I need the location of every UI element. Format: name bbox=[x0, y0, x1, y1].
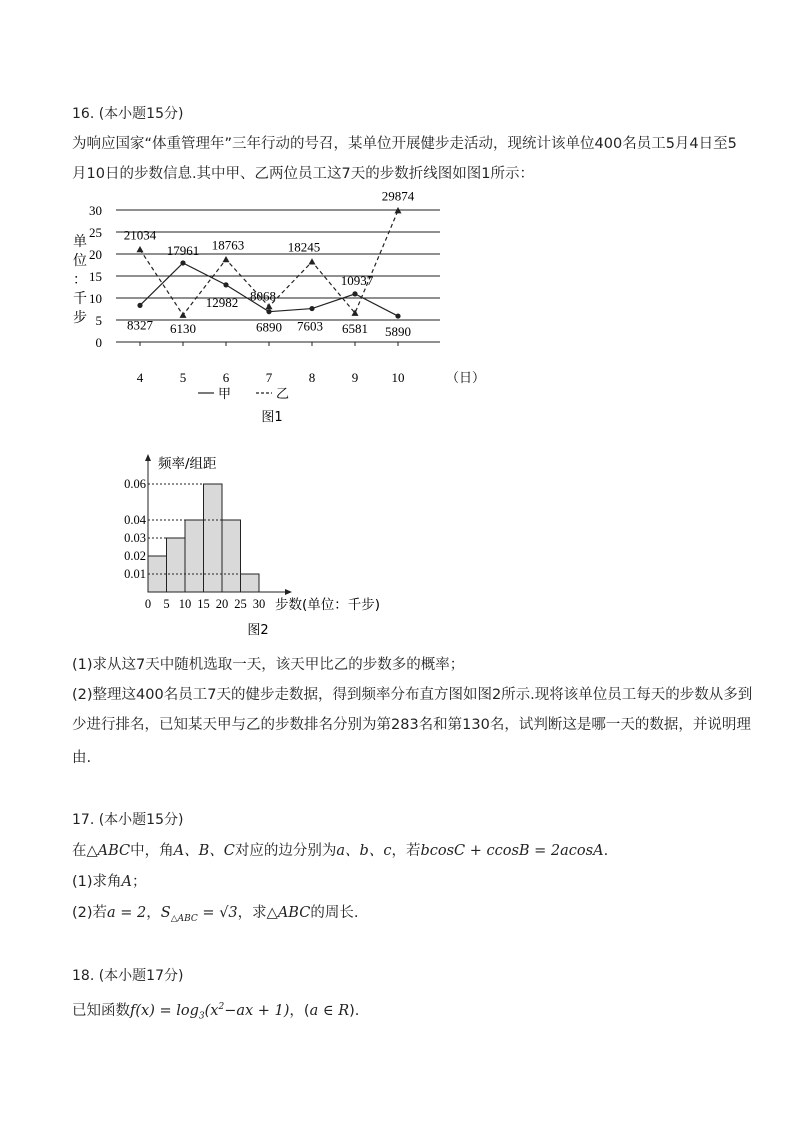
y-tick-label: 0.06 bbox=[124, 477, 146, 491]
y-tick-label: 0.03 bbox=[124, 531, 146, 545]
q18-heading: 18. (本小题17分) bbox=[72, 968, 184, 984]
text: (2)若 bbox=[72, 905, 108, 921]
math: (x bbox=[204, 1002, 219, 1019]
q18-statement bbox=[72, 997, 359, 1027]
math: = √3 bbox=[197, 905, 238, 921]
y-axis-label-char: 位 bbox=[73, 253, 87, 269]
series-jia-point bbox=[352, 291, 357, 296]
y-axis-label-char: 单 bbox=[73, 234, 87, 250]
text: 已知函数 bbox=[72, 1002, 130, 1019]
text: ，求△ bbox=[237, 905, 278, 921]
legend-jia-label: 甲 bbox=[218, 387, 232, 402]
math: ABC bbox=[97, 843, 131, 859]
series-yi-data-label: 18763 bbox=[211, 237, 245, 253]
x-tick-label: 9 bbox=[351, 370, 359, 385]
q16-part1: (1)求从这7天中随机选取一天，该天甲比乙的步数多的概率； bbox=[72, 657, 465, 673]
math: ABC bbox=[277, 905, 311, 921]
q17-part1 bbox=[72, 872, 147, 892]
x-tick-label: 6 bbox=[222, 370, 230, 385]
q16-intro-line1: 为响应国家“体重管理年”三年行动的号召，某单位开展健步走活动，现统计该单位400名员工5月4日至5 bbox=[72, 136, 737, 152]
y-tick-label: 15 bbox=[89, 269, 102, 284]
math: a = 2 bbox=[107, 905, 147, 921]
series-jia-point bbox=[266, 309, 271, 314]
histogram-bar bbox=[167, 538, 186, 592]
series-yi-point bbox=[309, 258, 316, 264]
y-tick-label: 25 bbox=[89, 225, 102, 240]
y-tick-label: 0.02 bbox=[124, 549, 146, 563]
figure2-caption: 图2 bbox=[247, 623, 269, 638]
math: a ∈ R bbox=[309, 1002, 350, 1019]
series-yi-data-label: 18245 bbox=[287, 239, 321, 255]
legend-yi-label: 乙 bbox=[276, 387, 290, 402]
series-yi-data-label: 6130 bbox=[170, 321, 196, 337]
text: 的周长. bbox=[310, 905, 359, 921]
math: A、B、C bbox=[173, 843, 235, 859]
histogram-bar bbox=[222, 520, 241, 592]
x-tick-label: 5 bbox=[163, 597, 170, 611]
y-tick-label: 0.01 bbox=[124, 567, 146, 581]
x-tick-label: 7 bbox=[265, 370, 273, 385]
y-tick-label: 0 bbox=[95, 335, 102, 350]
series-yi-data-label: 6581 bbox=[342, 321, 368, 337]
y-tick-label: 20 bbox=[89, 247, 102, 262]
text: ， bbox=[146, 905, 161, 921]
figure1-line-chart bbox=[60, 190, 490, 430]
series-yi-point bbox=[223, 256, 230, 262]
series-jia-data-label: 17961 bbox=[166, 242, 200, 258]
series-yi-point bbox=[137, 246, 144, 252]
y-axis-label: 频率/组距 bbox=[158, 456, 217, 472]
x-tick-label: 8 bbox=[308, 370, 316, 385]
math: bcosC + ccosB = 2acosA bbox=[420, 843, 604, 859]
text: ). bbox=[349, 1002, 360, 1019]
series-yi-point bbox=[266, 303, 273, 309]
series-jia-point bbox=[137, 303, 142, 308]
series-jia-point bbox=[395, 313, 400, 318]
text: (1)求角 bbox=[72, 874, 122, 890]
x-tick-label: 10 bbox=[178, 597, 192, 611]
text: ，( bbox=[289, 1002, 310, 1019]
text: . bbox=[603, 843, 609, 859]
x-tick-label: 10 bbox=[391, 370, 405, 385]
y-tick-label: 0.04 bbox=[124, 513, 146, 527]
histogram-bar bbox=[204, 484, 223, 592]
x-tick-label: 15 bbox=[197, 597, 210, 611]
x-tick-label: 5 bbox=[179, 370, 187, 385]
x-tick-label: 0 bbox=[144, 597, 152, 611]
y-axis-label-char: 千 bbox=[73, 291, 87, 307]
q17-statement bbox=[72, 841, 608, 861]
y-tick-label: 5 bbox=[95, 313, 102, 328]
x-unit-label: （日） bbox=[446, 371, 486, 386]
x-tick-label: 20 bbox=[215, 597, 229, 611]
math-subscript: △ABC bbox=[170, 913, 198, 924]
math: −ax + 1) bbox=[224, 1002, 290, 1019]
q16-part2-line1: (2)整理这400名员工7天的健步走数据，得到频率分布直方图如图2所示.现将该单位员工每天的步数从多到 bbox=[72, 687, 753, 703]
series-yi-data-label: 29874 bbox=[381, 190, 415, 204]
math: f(x) = log bbox=[130, 1002, 199, 1019]
text: 中，角 bbox=[130, 843, 174, 859]
series-jia-data-label: 8327 bbox=[127, 317, 153, 333]
series-jia-data-label: 5890 bbox=[385, 324, 411, 340]
text: 在△ bbox=[72, 843, 98, 859]
q16-heading: 16. (本小题15分) bbox=[72, 106, 184, 122]
series-jia-data-label: 6890 bbox=[256, 319, 282, 335]
x-axis-arrow bbox=[285, 589, 292, 595]
x-axis-label: 步数(单位：千步) bbox=[275, 597, 381, 613]
text: 对应的边分别为 bbox=[234, 843, 337, 859]
series-yi-data-label: 21034 bbox=[123, 227, 157, 243]
y-axis-arrow bbox=[145, 454, 151, 461]
series-jia-data-label: 10937 bbox=[340, 272, 374, 288]
figure1-caption: 图1 bbox=[261, 410, 283, 425]
y-axis-label-char: 步 bbox=[73, 310, 87, 326]
q17-part2 bbox=[72, 903, 358, 929]
x-tick-label: 25 bbox=[234, 597, 247, 611]
y-axis-label-char: ： bbox=[73, 272, 87, 288]
series-jia-point bbox=[309, 306, 314, 311]
figure2-histogram bbox=[110, 448, 410, 643]
math: a、b、c bbox=[336, 843, 392, 859]
series-yi-point bbox=[180, 312, 187, 318]
x-tick-label: 4 bbox=[136, 370, 144, 385]
text: ，若 bbox=[391, 843, 421, 859]
q16-intro-line2: 月10日的步数信息.其中甲、乙两位员工这7天的步数折线图如图1所示： bbox=[72, 166, 535, 182]
series-jia-data-label: 12982 bbox=[205, 294, 239, 310]
series-jia-point bbox=[223, 282, 228, 287]
math-subscript: 3 bbox=[198, 1011, 205, 1022]
q16-part2-line2: 少进行排名，已知某天甲与乙的步数排名分别为第283名和第130名，试判断这是哪一天的数据，并说明理 bbox=[72, 717, 751, 733]
x-tick-label: 30 bbox=[252, 597, 266, 611]
y-tick-label: 10 bbox=[89, 291, 102, 306]
math: S bbox=[160, 905, 171, 921]
histogram-bar bbox=[241, 574, 260, 592]
series-jia-data-label: 7603 bbox=[297, 318, 323, 334]
series-yi-data-label: 8068 bbox=[250, 288, 276, 304]
q16-part2-line3: 由. bbox=[72, 750, 92, 766]
y-tick-label: 30 bbox=[89, 203, 102, 218]
series-jia-point bbox=[180, 260, 185, 265]
math-superscript: 2 bbox=[218, 1002, 225, 1012]
histogram-bar bbox=[185, 520, 204, 592]
text: ； bbox=[132, 874, 147, 890]
math: A bbox=[121, 874, 133, 890]
q17-heading: 17. (本小题15分) bbox=[72, 812, 184, 828]
